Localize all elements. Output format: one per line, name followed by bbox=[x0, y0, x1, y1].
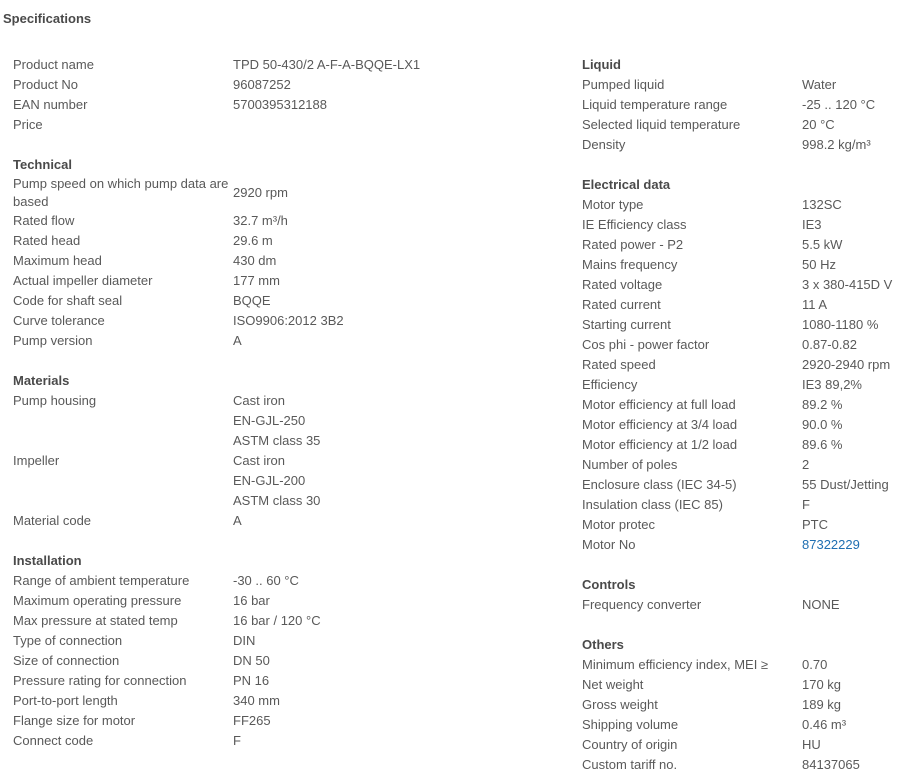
spec-row-impeller bbox=[13, 451, 573, 511]
spec-row bbox=[582, 195, 912, 215]
spec-label: Density bbox=[582, 137, 626, 152]
spec-value: 177 mm bbox=[233, 273, 280, 288]
spec-row bbox=[13, 291, 573, 311]
spec-label: Maximum head bbox=[13, 253, 102, 268]
spec-value: 2 bbox=[802, 457, 810, 472]
spec-row bbox=[13, 651, 573, 671]
spec-value: A bbox=[233, 333, 242, 348]
spec-value: 20 °C bbox=[802, 117, 835, 132]
spec-row-material-code bbox=[13, 511, 573, 531]
spec-value: 2920 rpm bbox=[233, 185, 288, 200]
spec-label: Product No bbox=[13, 77, 79, 92]
spec-value: ISO9906:2012 3B2 bbox=[233, 313, 344, 328]
spec-value: 5.5 kW bbox=[802, 237, 843, 252]
spec-value: F bbox=[802, 497, 810, 512]
spec-value: Water bbox=[802, 77, 837, 92]
spec-row bbox=[582, 95, 912, 115]
spec-row bbox=[13, 631, 573, 651]
spec-row bbox=[582, 315, 912, 335]
spec-label: Material code bbox=[13, 513, 92, 528]
spec-value: -25 .. 120 °C bbox=[802, 97, 876, 112]
spec-row bbox=[582, 135, 912, 155]
others-section bbox=[582, 635, 912, 775]
spec-row bbox=[582, 515, 912, 535]
spec-value-line: Cast iron bbox=[233, 453, 286, 468]
spec-label: Motor protec bbox=[582, 517, 655, 532]
spec-value: 189 kg bbox=[802, 697, 842, 712]
spec-value: 16 bar bbox=[233, 593, 270, 608]
spec-row bbox=[582, 675, 912, 695]
spec-value-line: ASTM class 30 bbox=[233, 493, 321, 508]
spec-row-price bbox=[13, 115, 573, 135]
electrical-section bbox=[582, 175, 912, 555]
motor-no-link[interactable]: 87322229 bbox=[802, 537, 860, 552]
spec-label: Mains frequency bbox=[582, 257, 678, 272]
spec-row bbox=[582, 415, 912, 435]
spec-label: Flange size for motor bbox=[13, 713, 136, 728]
spec-label: Product name bbox=[13, 57, 94, 72]
spec-value: DN 50 bbox=[233, 653, 270, 668]
spec-label: Selected liquid temperature bbox=[582, 117, 741, 132]
spec-row bbox=[13, 671, 573, 691]
spec-row bbox=[582, 115, 912, 135]
spec-row bbox=[582, 355, 912, 375]
spec-value: -30 .. 60 °C bbox=[233, 573, 299, 588]
controls-section bbox=[582, 575, 912, 615]
spec-label: Rated flow bbox=[13, 213, 75, 228]
spec-value: 998.2 kg/m³ bbox=[802, 137, 871, 152]
spec-value bbox=[233, 451, 320, 511]
spec-label: Pressure rating for connection bbox=[13, 673, 187, 688]
spec-label: Pump speed on which pump data are based bbox=[13, 176, 229, 209]
spec-value: 29.6 m bbox=[233, 233, 273, 248]
section-title-electrical: Electrical data bbox=[582, 177, 671, 192]
spec-label: Efficiency bbox=[582, 377, 638, 392]
spec-value: 89.2 % bbox=[802, 397, 843, 412]
spec-row-ean-number bbox=[13, 95, 573, 115]
spec-value: HU bbox=[802, 737, 821, 752]
spec-value: 5700395312188 bbox=[233, 97, 327, 112]
spec-row bbox=[582, 215, 912, 235]
spec-value: TPD 50-430/2 A-F-A-BQQE-LX1 bbox=[233, 57, 421, 72]
spec-label: Motor No bbox=[582, 537, 636, 552]
spec-label: EAN number bbox=[13, 97, 88, 112]
spec-row bbox=[13, 711, 573, 731]
spec-label: Liquid temperature range bbox=[582, 97, 728, 112]
spec-row bbox=[582, 715, 912, 735]
spec-row bbox=[582, 255, 912, 275]
spec-label: Starting current bbox=[582, 317, 671, 332]
spec-label: Curve tolerance bbox=[13, 313, 105, 328]
spec-value-line: Cast iron bbox=[233, 393, 286, 408]
spec-row bbox=[582, 755, 912, 775]
spec-value: 50 Hz bbox=[802, 257, 836, 272]
spec-value: DIN bbox=[233, 633, 256, 648]
spec-row bbox=[582, 495, 912, 515]
spec-row bbox=[582, 455, 912, 475]
spec-value-line: EN-GJL-250 bbox=[233, 413, 306, 428]
spec-row-pump-housing bbox=[13, 391, 573, 451]
spec-label: Pump version bbox=[13, 333, 93, 348]
spec-value: 0.87-0.82 bbox=[802, 337, 857, 352]
page-title: Specifications bbox=[3, 11, 92, 26]
spec-label: Custom tariff no. bbox=[582, 757, 678, 772]
spec-label: Type of connection bbox=[13, 633, 123, 648]
general-section bbox=[13, 55, 573, 135]
spec-value: 55 Dust/Jetting bbox=[802, 477, 889, 492]
spec-row bbox=[13, 271, 573, 291]
spec-value: NONE bbox=[802, 597, 840, 612]
spec-label: Pump housing bbox=[13, 393, 97, 408]
spec-label: Motor efficiency at 3/4 load bbox=[582, 417, 738, 432]
spec-value: 32.7 m³/h bbox=[233, 213, 288, 228]
spec-label: Country of origin bbox=[582, 737, 678, 752]
spec-value: 11 A bbox=[802, 297, 828, 312]
materials-section bbox=[13, 371, 573, 531]
spec-row bbox=[582, 655, 912, 675]
spec-row bbox=[582, 335, 912, 355]
spec-label: Motor efficiency at full load bbox=[582, 397, 736, 412]
spec-row bbox=[13, 591, 573, 611]
spec-label: Rated speed bbox=[582, 357, 656, 372]
spec-value: IE3 89,2% bbox=[802, 377, 862, 392]
spec-row bbox=[582, 475, 912, 495]
section-title-controls: Controls bbox=[582, 577, 636, 592]
spec-value: 170 kg bbox=[802, 677, 842, 692]
spec-row bbox=[582, 735, 912, 755]
spec-label: Shipping volume bbox=[582, 717, 679, 732]
spec-row bbox=[582, 595, 912, 615]
spec-label: Frequency converter bbox=[582, 597, 702, 612]
installation-section bbox=[13, 551, 573, 751]
spec-row bbox=[13, 691, 573, 711]
spec-value: 2920-2940 rpm bbox=[802, 357, 891, 372]
spec-label: Motor efficiency at 1/2 load bbox=[582, 437, 738, 452]
spec-label: Cos phi - power factor bbox=[582, 337, 710, 352]
spec-value: 3 x 380-415D V bbox=[802, 277, 893, 292]
spec-label: Rated power - P2 bbox=[582, 237, 684, 252]
spec-label: Minimum efficiency index, MEI ≥ bbox=[582, 657, 769, 672]
spec-row bbox=[13, 311, 573, 331]
section-title-materials: Materials bbox=[13, 373, 70, 388]
spec-row bbox=[582, 695, 912, 715]
spec-label: Port-to-port length bbox=[13, 693, 118, 708]
section-title-liquid: Liquid bbox=[582, 57, 621, 72]
spec-label: Net weight bbox=[582, 677, 644, 692]
spec-value: A bbox=[233, 513, 242, 528]
spec-row bbox=[13, 251, 573, 271]
spec-row-product-name bbox=[13, 55, 573, 75]
spec-label: Enclosure class (IEC 34-5) bbox=[582, 477, 737, 492]
spec-value: 16 bar / 120 °C bbox=[233, 613, 321, 628]
spec-label: IE Efficiency class bbox=[582, 217, 687, 232]
spec-value: FF265 bbox=[233, 713, 271, 728]
section-title-installation: Installation bbox=[13, 553, 82, 568]
left-column bbox=[13, 55, 573, 751]
spec-value-line: ASTM class 35 bbox=[233, 433, 321, 448]
spec-value: 89.6 % bbox=[802, 437, 843, 452]
spec-value: 132SC bbox=[802, 197, 842, 212]
spec-value: 0.46 m³ bbox=[802, 717, 847, 732]
spec-value: 90.0 % bbox=[802, 417, 843, 432]
spec-label: Motor type bbox=[582, 197, 644, 212]
spec-row bbox=[13, 231, 573, 251]
spec-label: Code for shaft seal bbox=[13, 293, 123, 308]
spec-value: 1080-1180 % bbox=[802, 317, 879, 332]
spec-row bbox=[13, 611, 573, 631]
spec-value: 430 dm bbox=[233, 253, 277, 268]
spec-row bbox=[582, 435, 912, 455]
spec-label: Rated head bbox=[13, 233, 81, 248]
section-title-others: Others bbox=[582, 637, 624, 652]
spec-value: PTC bbox=[802, 517, 828, 532]
spec-label: Impeller bbox=[13, 453, 60, 468]
spec-value: 0.70 bbox=[802, 657, 828, 672]
spec-row bbox=[582, 275, 912, 295]
spec-label: Price bbox=[13, 117, 43, 132]
liquid-section bbox=[582, 55, 912, 155]
spec-row-pump-speed bbox=[13, 175, 573, 211]
right-column bbox=[582, 55, 912, 775]
spec-label: Connect code bbox=[13, 733, 94, 748]
spec-label: Maximum operating pressure bbox=[13, 593, 182, 608]
spec-row bbox=[582, 395, 912, 415]
spec-row bbox=[582, 375, 912, 395]
spec-label: Size of connection bbox=[13, 653, 120, 668]
spec-label: Gross weight bbox=[582, 697, 658, 712]
spec-row bbox=[582, 235, 912, 255]
spec-label: Number of poles bbox=[582, 457, 678, 472]
spec-row bbox=[582, 295, 912, 315]
spec-row-product-no bbox=[13, 75, 573, 95]
spec-value bbox=[233, 391, 320, 451]
spec-row bbox=[13, 731, 573, 751]
spec-value-line: EN-GJL-200 bbox=[233, 473, 306, 488]
section-title-technical: Technical bbox=[13, 157, 73, 172]
spec-value: 96087252 bbox=[233, 77, 291, 92]
spec-label: Range of ambient temperature bbox=[13, 573, 190, 588]
spec-value: PN 16 bbox=[233, 673, 270, 688]
spec-label: Rated voltage bbox=[582, 277, 663, 292]
spec-value: BQQE bbox=[233, 293, 271, 308]
spec-label: Actual impeller diameter bbox=[13, 273, 153, 288]
technical-section bbox=[13, 155, 573, 351]
spec-row bbox=[582, 75, 912, 95]
spec-row bbox=[13, 331, 573, 351]
spec-label: Rated current bbox=[582, 297, 661, 312]
spec-label: Insulation class (IEC 85) bbox=[582, 497, 723, 512]
spec-row bbox=[13, 571, 573, 591]
spec-row-motor-no bbox=[582, 535, 912, 555]
spec-value: 84137065 bbox=[802, 757, 860, 772]
spec-value: 340 mm bbox=[233, 693, 280, 708]
spec-value: IE3 bbox=[802, 217, 822, 232]
spec-row bbox=[13, 211, 573, 231]
spec-label: Max pressure at stated temp bbox=[13, 613, 178, 628]
spec-label: Pumped liquid bbox=[582, 77, 665, 92]
spec-value: F bbox=[233, 733, 241, 748]
